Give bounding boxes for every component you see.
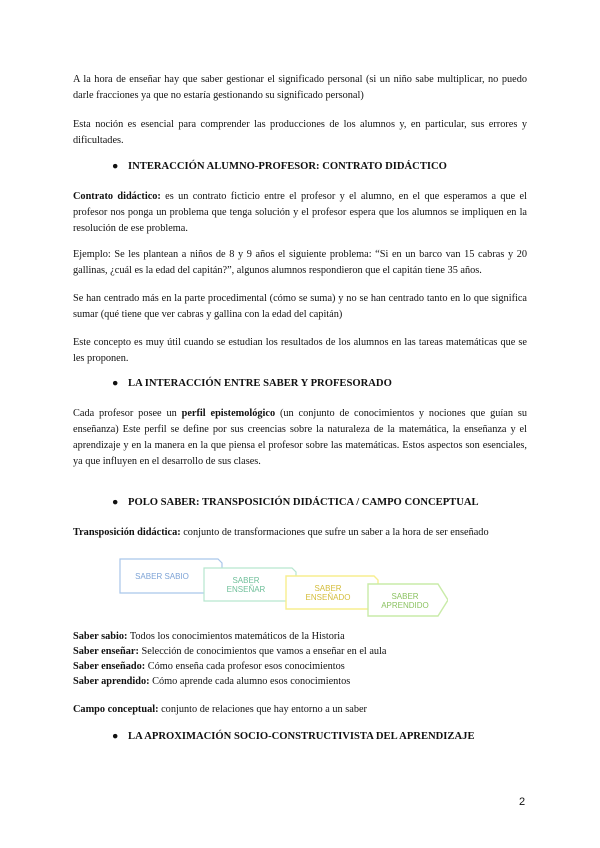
definition-line: Saber sabio: Todos los conocimientos matemáticos de la Historia <box>73 631 345 642</box>
term-transposicion: Transposición didáctica: <box>73 527 181 538</box>
section-heading-socio-constructivista: ● LA APROXIMACIÓN SOCIO-CONSTRUCTIVISTA DEL APRENDIZAJE <box>112 731 475 742</box>
term-contrato: Contrato didáctico: <box>73 191 161 202</box>
centrado-paragraph: Se han centrado más en la parte procedimental (cómo se suma) y no se han centrado tanto en lo que significa sumar (qué tiene que ver cabras y gallina con la edad del capitán) <box>73 293 527 320</box>
term-campo-conceptual: Campo conceptual: <box>73 704 159 715</box>
definition-line: Saber enseñar: Selección de conocimientos que vamos a enseñar en el aula <box>73 646 387 657</box>
intro-paragraph: A la hora de enseñar hay que saber gestionar el significado personal (si un niño sabe multiplicar, no puedo darle fracciones ya que no estaría gestionando su significado personal) <box>73 74 527 101</box>
concepto-paragraph: Este concepto es muy útil cuando se estudian los resultados de los alumnos en las tareas matemáticas que se les proponen. <box>73 337 527 364</box>
step-label-saber-ensenado: SABER ENSEÑADO <box>305 584 351 602</box>
section-heading-saber-profesorado: ● LA INTERACCIÓN ENTRE SABER Y PROFESORADO <box>112 378 392 389</box>
step-label-saber-sabio: SABER SABIO <box>135 572 189 581</box>
step-label-saber-ensenar: SABER ENSEÑAR <box>226 576 266 594</box>
section-heading-polo-saber: ● POLO SABER: TRANSPOSICIÓN DIDÁCTICA / CAMPO CONCEPTUAL <box>112 497 479 508</box>
ejemplo-paragraph: Ejemplo: Se les plantean a niños de 8 y 9 años el siguiente problema: “Si en un barco van 15 cabras y 20 gallinas, ¿cuál es la edad del capitán?”, algunos alumnos respondieron que el capitán tiene 35 años. <box>73 249 527 276</box>
transposition-diagram <box>118 555 448 617</box>
transposicion-paragraph: Transposición didáctica: conjunto de transformaciones que sufre un saber a la hora de ser enseñado <box>73 527 489 538</box>
bullet-icon: ● <box>112 497 119 508</box>
definition-line: Saber enseñado: Cómo enseña cada profesor esos conocimientos <box>73 661 345 672</box>
page-number: 2 <box>519 796 526 808</box>
definition-line: Saber aprendido: Cómo aprende cada alumno esos conocimientos <box>73 676 351 687</box>
contrato-paragraph: Contrato didáctico: es un contrato ficticio entre el profesor y el alumno, en el que esperamos a que el profesor nos ponga un problema que tenga solución y el profesor espera que los alumnos se impliquen en la resolución de ese problema. <box>73 191 527 234</box>
section-heading-contrato: ● INTERACCIÓN ALUMNO-PROFESOR: CONTRATO DIDÁCTICO <box>112 161 447 172</box>
bullet-icon: ● <box>112 161 119 172</box>
perfil-paragraph: Cada profesor posee un perfil epistemológico (un conjunto de conocimientos y nociones que guían su enseñanza) Este perfil se define por sus creencias sobre la naturaleza de la matemática, la enseñanza y el aprendizaje y en la manera en la que piensa el profesor sobre las matemáticas. Estos aspectos son esenciales, ya que influyen en el desarrollo de sus clases. <box>73 408 527 467</box>
term-perfil-epistemologico: perfil epistemológico <box>181 408 276 419</box>
bullet-icon: ● <box>112 378 119 389</box>
bullet-icon: ● <box>112 731 119 742</box>
step-label-saber-aprendido: SABER APRENDIDO <box>381 592 429 610</box>
campo-paragraph: Campo conceptual: conjunto de relaciones que hay entorno a un saber <box>73 704 367 715</box>
noción-paragraph: Esta noción es esencial para comprender las producciones de los alumnos y, en particular, sus errores y dificultades. <box>73 119 527 146</box>
